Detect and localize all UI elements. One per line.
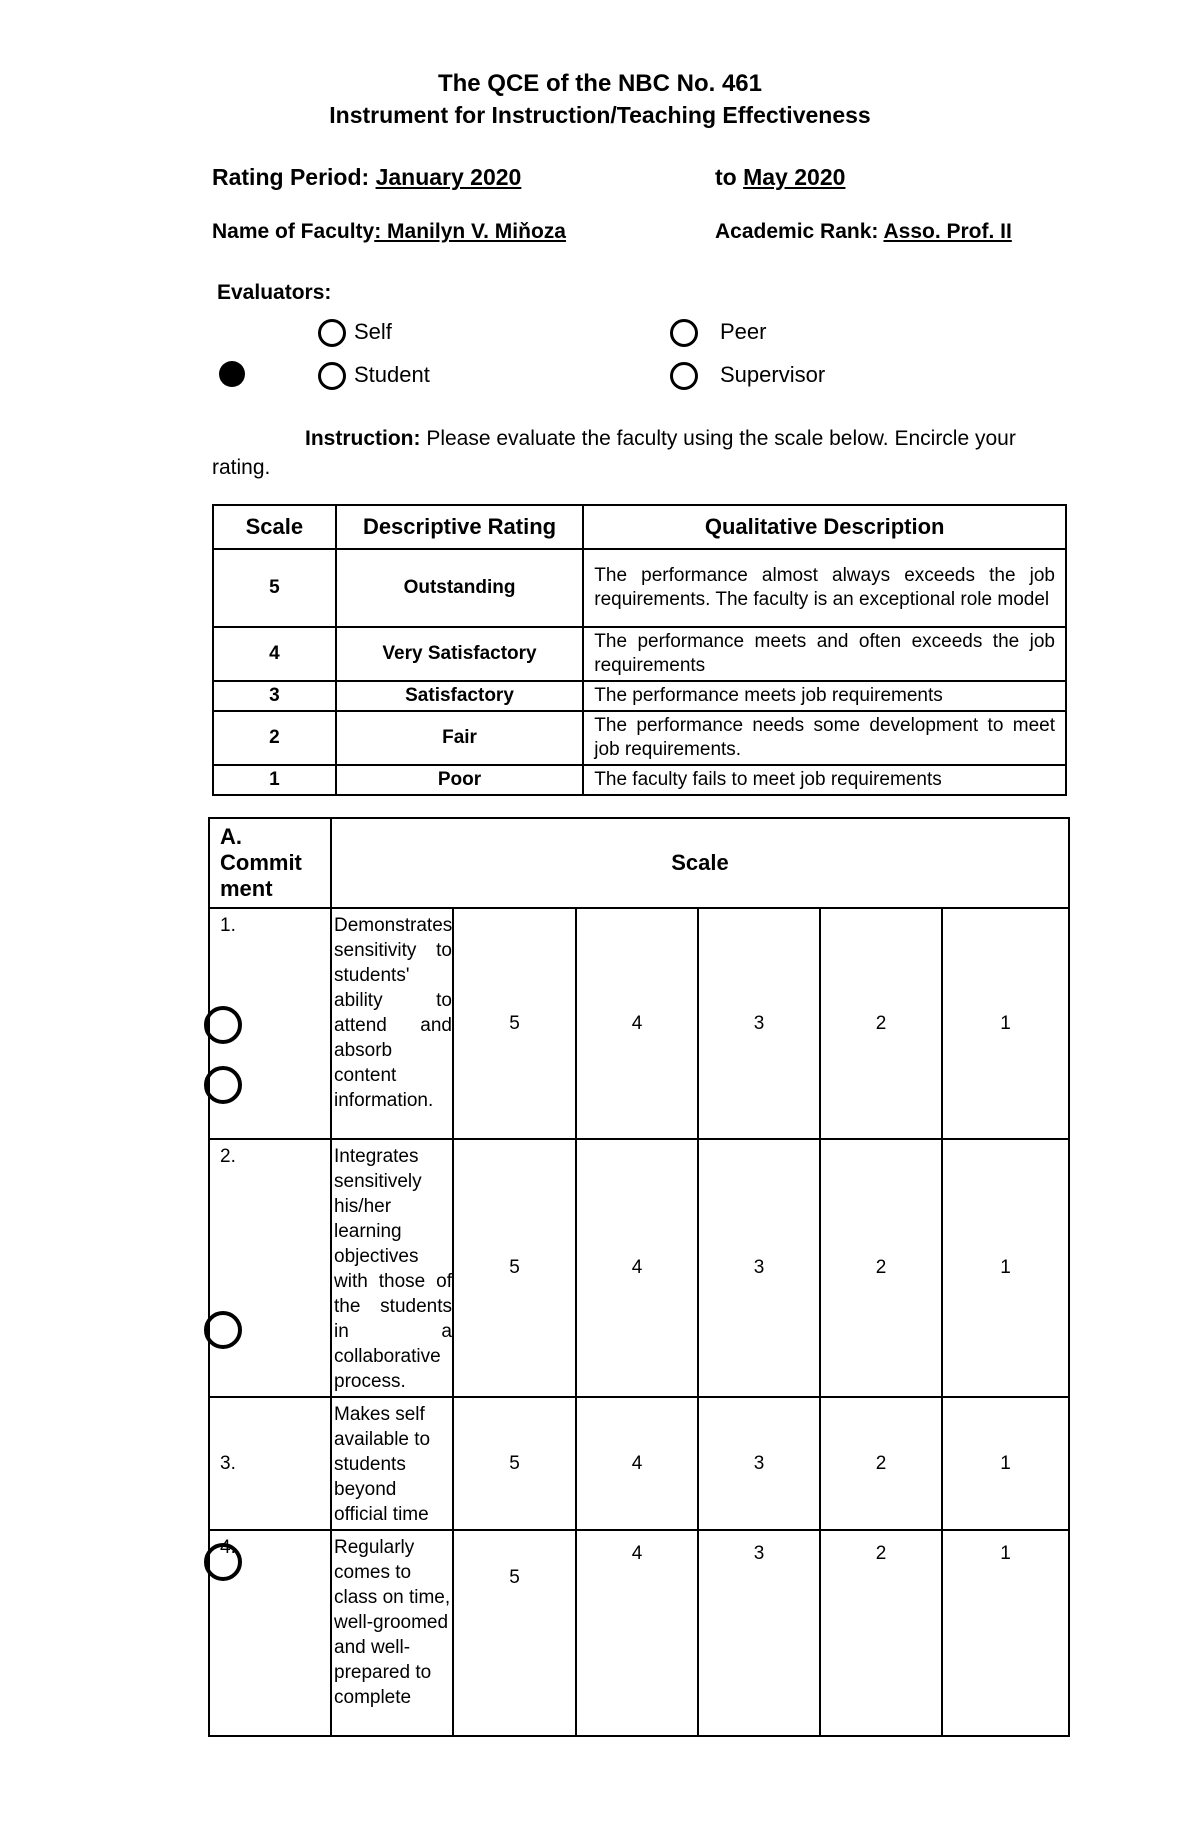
rating-option-4[interactable]: 4 bbox=[576, 1530, 698, 1736]
scale-column-header: Scale bbox=[331, 818, 1069, 908]
rating-option-5[interactable]: 5 bbox=[453, 1397, 576, 1530]
rating-option-3[interactable]: 3 bbox=[698, 908, 820, 1139]
scale-value: 4 bbox=[213, 627, 336, 681]
rating-description: The faculty fails to meet job requirements bbox=[583, 765, 1066, 795]
rating-option-3[interactable]: 3 bbox=[698, 1397, 820, 1530]
rating-option-2[interactable]: 2 bbox=[820, 1139, 942, 1397]
table-row bbox=[213, 627, 1066, 681]
rating-option-3[interactable]: 3 bbox=[698, 1139, 820, 1397]
document-title: The QCE of the NBC No. 461 bbox=[437, 70, 763, 97]
rating-scale-table bbox=[212, 504, 1067, 796]
item-number: 1. bbox=[209, 908, 331, 1139]
item-number: 3. bbox=[209, 1397, 331, 1530]
rating-name: Outstanding bbox=[336, 549, 584, 627]
evaluators-label: Evaluators: bbox=[217, 281, 332, 304]
commitment-evaluation-table bbox=[208, 817, 1070, 1737]
rating-option-5[interactable]: 5 bbox=[453, 1139, 576, 1397]
rating-name: Fair bbox=[336, 711, 584, 765]
descriptive-rating-header: Descriptive Rating bbox=[336, 505, 584, 549]
instruction-label: Instruction: bbox=[305, 427, 421, 450]
rating-option-1[interactable]: 1 bbox=[942, 1397, 1069, 1530]
document-subtitle: Instrument for Instruction/Teaching Effectiveness bbox=[329, 102, 871, 128]
rating-description: The performance meets job requirements bbox=[583, 681, 1066, 711]
rating-option-4[interactable]: 4 bbox=[576, 1139, 698, 1397]
rating-period bbox=[212, 164, 521, 191]
rating-option-5[interactable]: 5 bbox=[453, 1530, 576, 1736]
rating-period-end bbox=[715, 164, 845, 191]
student-radio[interactable] bbox=[318, 362, 346, 390]
self-option-label: Self bbox=[354, 319, 392, 344]
rating-period-to: May 2020 bbox=[743, 164, 846, 190]
faculty-name-label: Name of Faculty bbox=[212, 220, 375, 243]
scale-table-header bbox=[213, 505, 1066, 549]
scale-value: 2 bbox=[213, 711, 336, 765]
table-row bbox=[209, 1139, 1069, 1397]
faculty-name-value: : Manilyn V. Miňoza bbox=[374, 220, 566, 243]
student-option-label: Student bbox=[354, 362, 430, 387]
table-row bbox=[213, 681, 1066, 711]
item-description: Regularly comes to class on time, well-groomed and well-prepared to complete bbox=[331, 1530, 453, 1736]
scale-header: Scale bbox=[213, 505, 336, 549]
rating-period-from: January 2020 bbox=[375, 164, 522, 190]
scale-value: 5 bbox=[213, 549, 336, 627]
rating-option-1[interactable]: 1 bbox=[942, 1139, 1069, 1397]
rating-name: Very Satisfactory bbox=[336, 627, 584, 681]
academic-rank-value: Asso. Prof. II bbox=[883, 220, 1012, 243]
selected-bullet-icon bbox=[219, 361, 245, 387]
scale-value: 3 bbox=[213, 681, 336, 711]
circle-mark-icon bbox=[204, 1311, 242, 1349]
rating-option-1[interactable]: 1 bbox=[942, 908, 1069, 1139]
rating-option-3[interactable]: 3 bbox=[698, 1530, 820, 1736]
rating-option-4[interactable]: 4 bbox=[576, 908, 698, 1139]
table-row bbox=[209, 1530, 1069, 1736]
rating-description: The performance needs some development to meet job requirements. bbox=[583, 711, 1066, 765]
scale-value: 1 bbox=[213, 765, 336, 795]
table-row bbox=[209, 908, 1069, 1139]
rating-option-1[interactable]: 1 bbox=[942, 1530, 1069, 1736]
rating-option-5[interactable]: 5 bbox=[453, 908, 576, 1139]
rating-option-2[interactable]: 2 bbox=[820, 1530, 942, 1736]
peer-option-label: Peer bbox=[720, 319, 767, 344]
rating-period-label: Rating Period: bbox=[212, 164, 370, 190]
supervisor-option-label: Supervisor bbox=[720, 362, 826, 387]
rating-option-2[interactable]: 2 bbox=[820, 908, 942, 1139]
circle-mark-icon bbox=[204, 1543, 242, 1581]
table-row bbox=[213, 711, 1066, 765]
circle-mark-icon bbox=[204, 1006, 242, 1044]
table-row bbox=[213, 765, 1066, 795]
rating-description: The performance meets and often exceeds the job requirements bbox=[583, 627, 1066, 681]
rating-description: The performance almost always exceeds the job requirements. The faculty is an exceptional role model bbox=[583, 549, 1066, 627]
rating-option-4[interactable]: 4 bbox=[576, 1397, 698, 1530]
section-label: A. Commit ment bbox=[209, 818, 331, 908]
faculty-name bbox=[212, 220, 566, 244]
rating-name: Poor bbox=[336, 765, 584, 795]
rating-option-2[interactable]: 2 bbox=[820, 1397, 942, 1530]
peer-radio[interactable] bbox=[670, 319, 698, 347]
rating-period-to-label: to bbox=[715, 164, 737, 190]
item-description: Demonstrates sensitivity to students' ability to attend and absorb content information. bbox=[331, 908, 453, 1139]
self-radio[interactable] bbox=[318, 319, 346, 347]
circle-mark-icon bbox=[204, 1066, 242, 1104]
table-row bbox=[209, 1397, 1069, 1530]
rating-name: Satisfactory bbox=[336, 681, 584, 711]
instruction-text: Please evaluate the faculty using the scale below. Encircle your rating. bbox=[212, 427, 1016, 479]
academic-rank bbox=[715, 220, 1012, 244]
qualitative-description-header: Qualitative Description bbox=[583, 505, 1066, 549]
item-description: Makes self available to students beyond official time bbox=[331, 1397, 453, 1530]
supervisor-radio[interactable] bbox=[670, 362, 698, 390]
item-description: Integrates sensitively his/her learning objectives with those of the students in a collaborative process. bbox=[331, 1139, 453, 1397]
instruction-paragraph bbox=[212, 424, 1067, 482]
evaluation-header-row bbox=[209, 818, 1069, 908]
item-number: 2. bbox=[209, 1139, 331, 1397]
table-row bbox=[213, 549, 1066, 627]
item-number: 4. bbox=[209, 1530, 331, 1736]
academic-rank-label: Academic Rank: bbox=[715, 220, 879, 243]
